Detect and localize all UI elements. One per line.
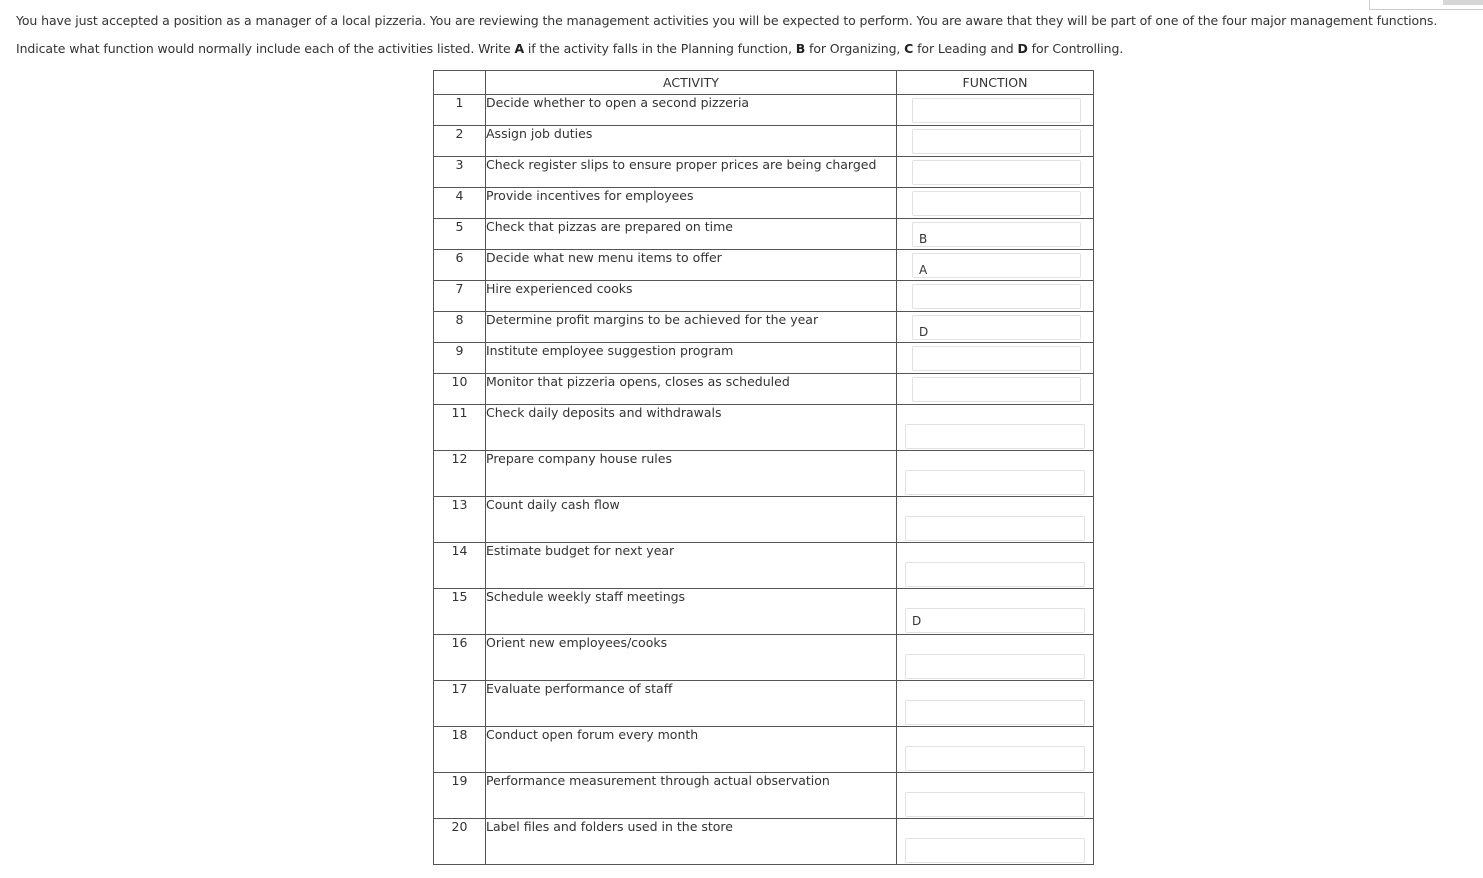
table-row <box>434 343 1094 374</box>
function-cell <box>897 497 1094 543</box>
activity-text: Decide whether to open a second pizzeria <box>486 95 897 126</box>
activity-text: Estimate budget for next year <box>486 543 897 589</box>
instr-text-5: for Controlling. <box>1027 41 1124 56</box>
function-cell <box>897 635 1094 681</box>
function-answer-input[interactable] <box>905 424 1085 449</box>
table-row <box>434 405 1094 451</box>
table-row <box>434 819 1094 865</box>
function-answer-input[interactable] <box>905 792 1085 817</box>
activity-text: Monitor that pizzeria opens, closes as scheduled <box>486 374 897 405</box>
corner-widget-handle[interactable] <box>1443 0 1483 5</box>
table-row <box>434 589 1094 635</box>
function-answer-input[interactable] <box>912 346 1081 371</box>
instr-text-3: for Organizing, <box>805 41 905 56</box>
function-cell <box>897 405 1094 451</box>
row-number: 12 <box>434 451 486 497</box>
activity-text: Determine profit margins to be achieved for the year <box>486 312 897 343</box>
activity-text: Check daily deposits and withdrawals <box>486 405 897 451</box>
instr-key-c: C <box>904 41 914 56</box>
row-number: 17 <box>434 681 486 727</box>
function-answer-input[interactable]: D <box>905 608 1085 633</box>
function-answer-input[interactable]: A <box>912 253 1081 278</box>
row-number: 11 <box>434 405 486 451</box>
activity-text: Schedule weekly staff meetings <box>486 589 897 635</box>
function-cell <box>897 681 1094 727</box>
function-cell <box>897 343 1094 374</box>
activity-table <box>433 70 1094 865</box>
instr-text-4: for Leading and <box>913 41 1018 56</box>
table-row <box>434 281 1094 312</box>
instr-key-a: A <box>514 41 525 56</box>
row-number: 4 <box>434 188 486 219</box>
function-cell <box>897 219 1094 250</box>
function-answer-input[interactable] <box>912 377 1081 402</box>
activity-text: Assign job duties <box>486 126 897 157</box>
activity-text: Orient new employees/cooks <box>486 635 897 681</box>
activity-text: Performance measurement through actual observation <box>486 773 897 819</box>
function-answer-input[interactable] <box>912 284 1081 309</box>
function-answer-input[interactable] <box>905 746 1085 771</box>
instr-key-b: B <box>795 41 806 56</box>
function-cell <box>897 374 1094 405</box>
function-cell <box>897 188 1094 219</box>
instructions-line-2 <box>16 41 1123 56</box>
table-row <box>434 497 1094 543</box>
header-function: FUNCTION <box>897 71 1094 95</box>
activity-text: Decide what new menu items to offer <box>486 250 897 281</box>
function-cell <box>897 126 1094 157</box>
table-row <box>434 95 1094 126</box>
row-number: 10 <box>434 374 486 405</box>
table-row <box>434 543 1094 589</box>
row-number: 6 <box>434 250 486 281</box>
activity-text: Evaluate performance of staff <box>486 681 897 727</box>
function-answer-input[interactable] <box>905 470 1085 495</box>
header-number <box>434 71 486 95</box>
function-answer-input[interactable] <box>912 98 1081 123</box>
function-answer-input[interactable] <box>912 129 1081 154</box>
table-row <box>434 773 1094 819</box>
function-answer-input[interactable]: B <box>912 222 1081 247</box>
table-row <box>434 635 1094 681</box>
row-number: 19 <box>434 773 486 819</box>
table-row <box>434 157 1094 188</box>
function-cell <box>897 727 1094 773</box>
activity-text: Provide incentives for employees <box>486 188 897 219</box>
function-answer-input[interactable] <box>905 562 1085 587</box>
table-body <box>434 95 1094 865</box>
row-number: 16 <box>434 635 486 681</box>
instr-key-d: D <box>1017 41 1028 56</box>
function-cell <box>897 250 1094 281</box>
table-row <box>434 250 1094 281</box>
function-cell <box>897 157 1094 188</box>
header-activity: ACTIVITY <box>486 71 897 95</box>
function-answer-input[interactable] <box>905 516 1085 541</box>
row-number: 20 <box>434 819 486 865</box>
table-row <box>434 126 1094 157</box>
activity-text: Hire experienced cooks <box>486 281 897 312</box>
function-answer-input[interactable] <box>912 160 1081 185</box>
row-number: 9 <box>434 343 486 374</box>
row-number: 14 <box>434 543 486 589</box>
row-number: 18 <box>434 727 486 773</box>
row-number: 3 <box>434 157 486 188</box>
function-cell <box>897 773 1094 819</box>
function-answer-input[interactable] <box>912 191 1081 216</box>
table-row <box>434 727 1094 773</box>
function-answer-input[interactable] <box>905 654 1085 679</box>
table-row <box>434 681 1094 727</box>
table-row <box>434 374 1094 405</box>
table-row <box>434 451 1094 497</box>
activity-text: Institute employee suggestion program <box>486 343 897 374</box>
activity-text: Prepare company house rules <box>486 451 897 497</box>
activity-text: Label files and folders used in the store <box>486 819 897 865</box>
instr-text-2: if the activity falls in the Planning function, <box>524 41 796 56</box>
row-number: 15 <box>434 589 486 635</box>
function-answer-input[interactable] <box>905 700 1085 725</box>
instr-text-1: Indicate what function would normally include each of the activities listed. Write <box>16 41 515 56</box>
table-row <box>434 312 1094 343</box>
table-row <box>434 188 1094 219</box>
activity-text: Count daily cash flow <box>486 497 897 543</box>
function-cell <box>897 589 1094 635</box>
function-cell <box>897 451 1094 497</box>
function-cell <box>897 95 1094 126</box>
row-number: 5 <box>434 219 486 250</box>
row-number: 8 <box>434 312 486 343</box>
row-number: 2 <box>434 126 486 157</box>
activity-text: Conduct open forum every month <box>486 727 897 773</box>
row-number: 7 <box>434 281 486 312</box>
function-answer-input[interactable] <box>905 838 1085 863</box>
function-cell <box>897 543 1094 589</box>
function-cell <box>897 312 1094 343</box>
function-cell <box>897 281 1094 312</box>
instructions-line-1: You have just accepted a position as a manager of a local pizzeria. You are reviewing the management activities you will be expected to perform. You are aware that they will be part of one of the four major management functions. <box>16 13 1438 28</box>
row-number: 13 <box>434 497 486 543</box>
activity-text: Check register slips to ensure proper prices are being charged <box>486 157 897 188</box>
activity-text: Check that pizzas are prepared on time <box>486 219 897 250</box>
function-answer-input[interactable]: D <box>912 315 1081 340</box>
corner-widget[interactable] <box>1369 0 1483 10</box>
table-row <box>434 219 1094 250</box>
row-number: 1 <box>434 95 486 126</box>
function-cell <box>897 819 1094 865</box>
